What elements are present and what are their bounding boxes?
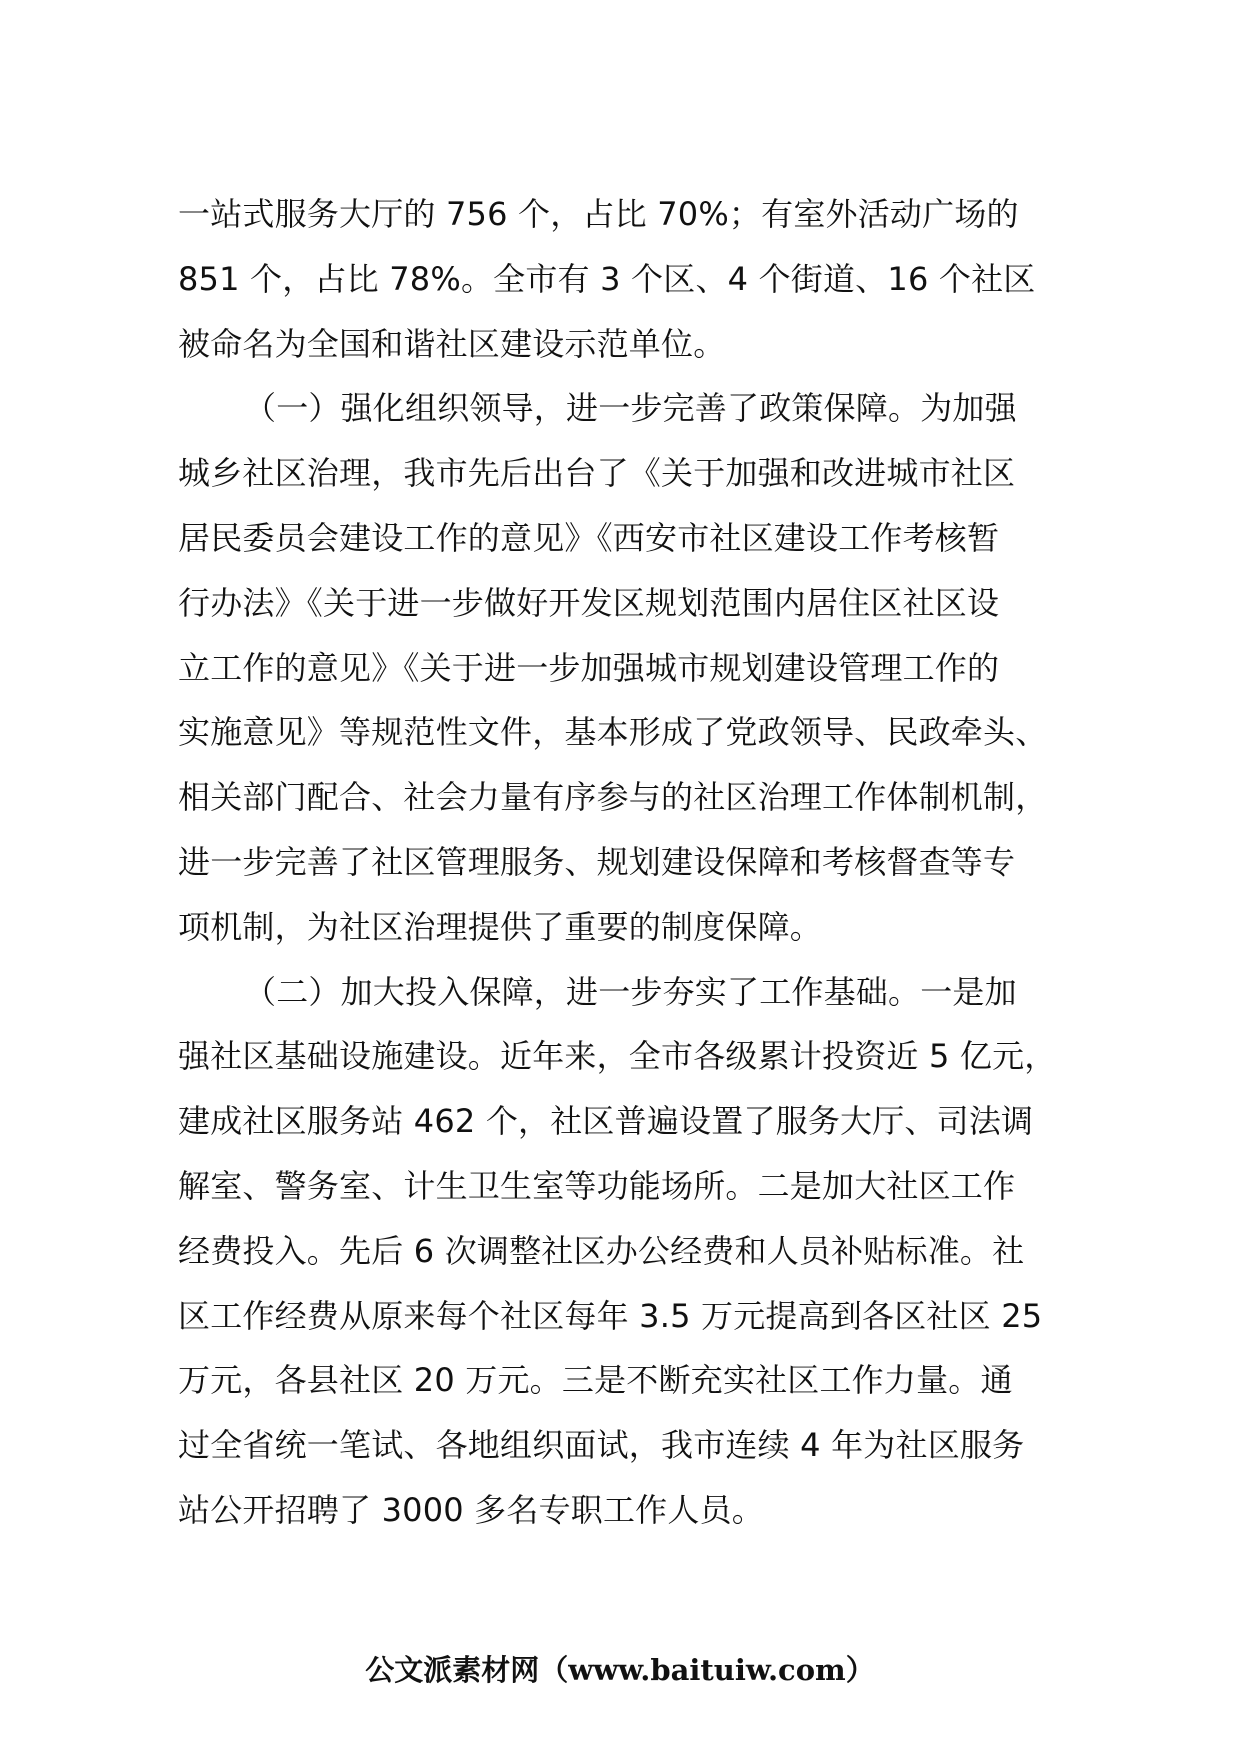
text-line: 解室、警务室、计生卫生室等功能场所。二是加大社区工作 — [178, 1166, 1016, 1205]
text-line: 项机制，为社区治理提供了重要的制度保障。 — [178, 907, 823, 946]
text-line: 城乡社区治理，我市先后出台了《关于加强和改进城市社区 — [178, 454, 1016, 493]
paragraph-2 — [178, 376, 1084, 959]
text-line: 相关部门配合、社会力量有序参与的社区治理工作体制机制， — [178, 778, 1048, 817]
paragraph-1 — [178, 182, 1084, 376]
text-line: 站公开招聘了 3000 多名专职工作人员。 — [178, 1490, 764, 1529]
text-line: （二）加大投入保障，进一步夯实了工作基础。一是加 — [244, 972, 1017, 1011]
page-footer: 公文派素材网（www.baituiw.com） — [365, 1653, 875, 1687]
text-line: 851 个，占比 78%。全市有 3 个区、4 个街道、16 个社区 — [178, 259, 1036, 298]
body-text — [178, 182, 1084, 1543]
text-line: 万元，各县社区 20 万元。三是不断充实社区工作力量。通 — [178, 1361, 1013, 1400]
text-line: 一站式服务大厅的 756 个，占比 70%；有室外活动广场的 — [178, 195, 1019, 233]
text-line: 区工作经费从原来每个社区每年 3.5 万元提高到各区社区 25 — [178, 1296, 1043, 1335]
text-line: 被命名为全国和谐社区建设示范单位。 — [178, 324, 726, 363]
paragraph-3 — [178, 960, 1084, 1543]
text-line: 强社区基础设施建设。近年来，全市各级累计投资近 5 亿元， — [178, 1037, 1057, 1076]
text-line: 立工作的意见》《关于进一步加强城市规划建设管理工作的 — [178, 648, 1000, 687]
text-line: 建成社区服务站 462 个，社区普遍设置了服务大厅、司法调 — [178, 1102, 1034, 1141]
text-line: （一）强化组织领导，进一步完善了政策保障。为加强 — [244, 389, 1017, 428]
text-line: 实施意见》等规范性文件，基本形成了党政领导、民政牵头、 — [178, 713, 1048, 752]
text-line: 经费投入。先后 6 次调整社区办公经费和人员补贴标准。社 — [178, 1231, 1025, 1270]
text-line: 行办法》《关于进一步做好开发区规划范围内居住区社区设 — [178, 583, 1000, 622]
text-line: 居民委员会建设工作的意见》《西安市社区建设工作考核暂 — [178, 518, 1000, 557]
text-line: 过全省统一笔试、各地组织面试，我市连续 4 年为社区服务 — [178, 1426, 1025, 1465]
text-line: 进一步完善了社区管理服务、规划建设保障和考核督查等专 — [178, 842, 1016, 881]
